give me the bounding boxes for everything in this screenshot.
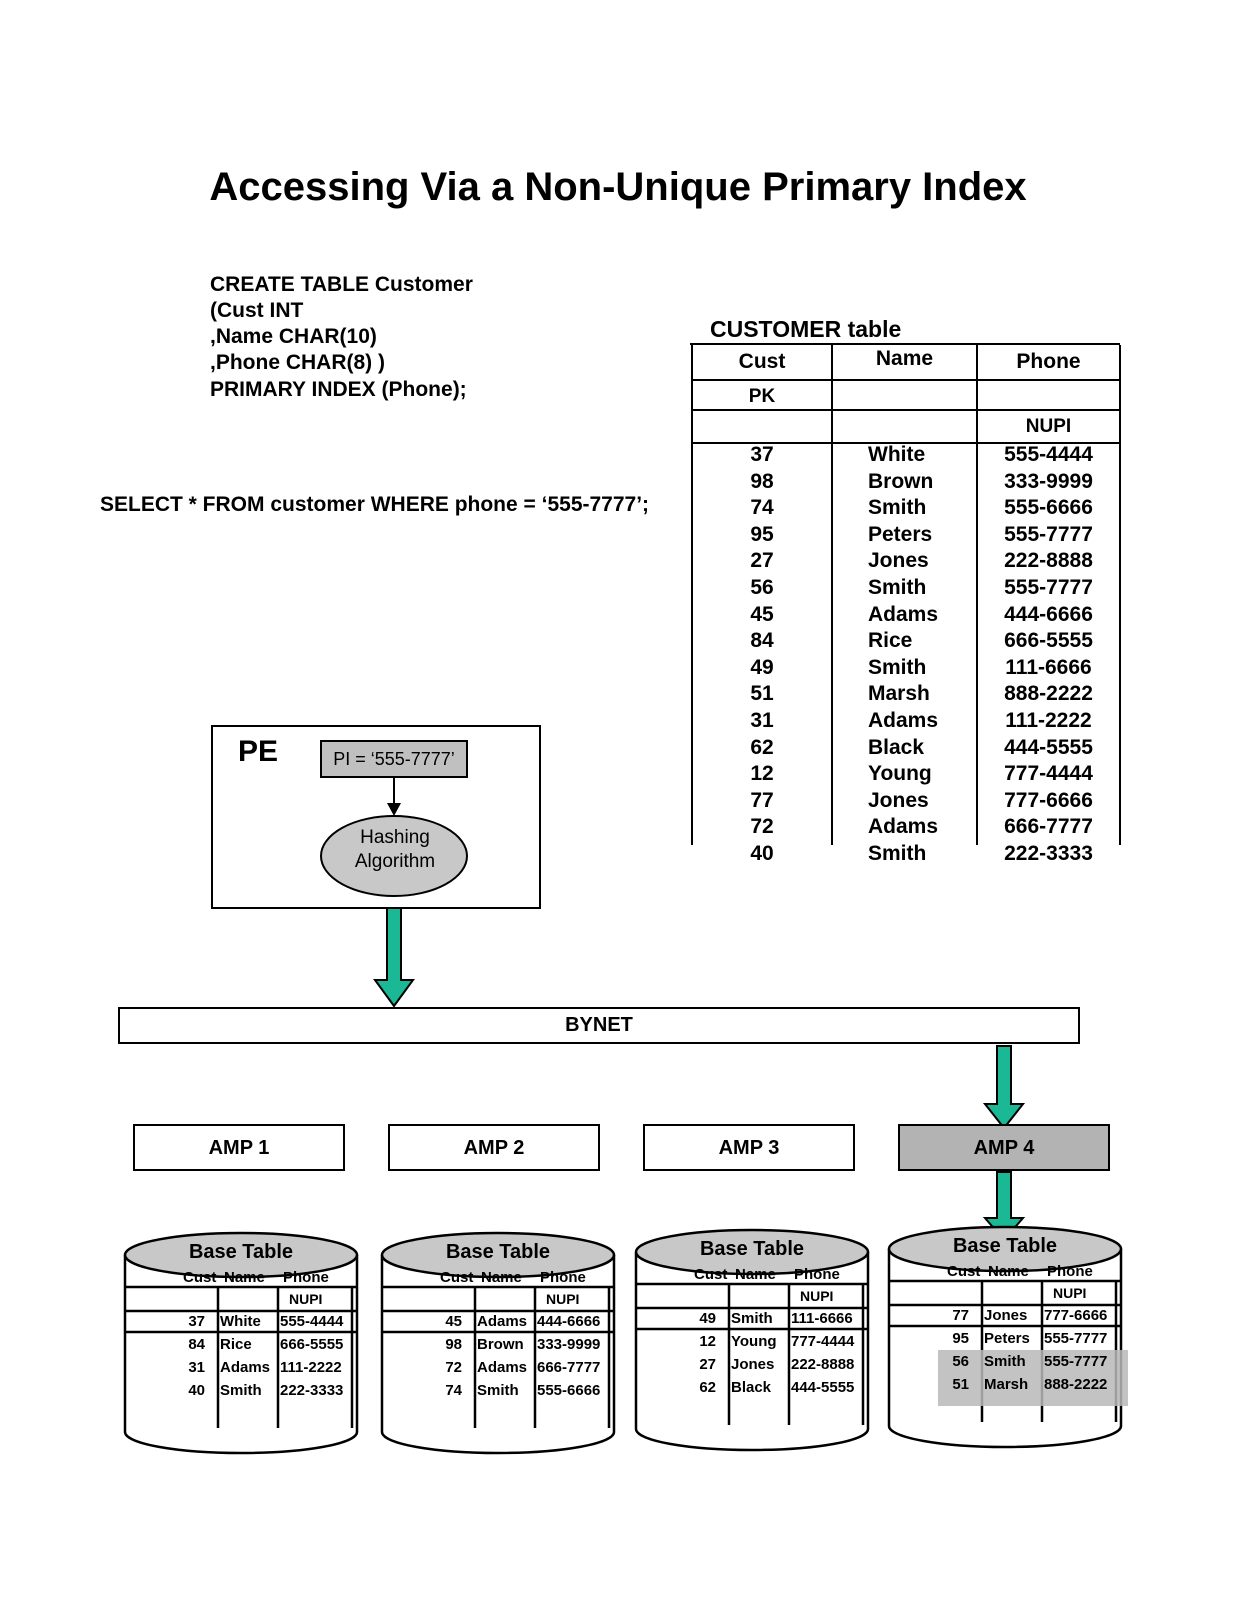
customer-row-cust: 51 [750, 682, 774, 706]
customer-row-name: Marsh [868, 682, 930, 706]
base-col-cust: Cust [947, 1263, 981, 1280]
customer-row-phone: 555-7777 [1004, 576, 1093, 599]
customer-row-cust: 84 [750, 629, 774, 653]
customer-row-cust: 74 [750, 496, 774, 520]
amp-2-box: AMP 2 [388, 1124, 600, 1171]
customer-row-phone: 888-2222 [1004, 682, 1093, 706]
customer-row-phone: 222-8888 [1004, 549, 1093, 573]
base-row-name: Smith [984, 1353, 1026, 1370]
create-sql-line-5: PRIMARY INDEX (Phone); [210, 378, 467, 401]
base-col-name: Name [735, 1266, 776, 1283]
customer-row-name: Peters [868, 522, 933, 546]
base-row-name: Adams [477, 1359, 528, 1376]
pi-value-box: PI = ‘555-7777’ [320, 740, 468, 778]
base-row-phone: 222-8888 [791, 1356, 855, 1373]
base-col-cust: Cust [440, 1269, 474, 1286]
base-row-phone: 777-4444 [791, 1333, 855, 1350]
base-row-name: Adams [477, 1313, 528, 1330]
customer-row-phone: 666-7777 [1004, 815, 1093, 839]
hashing-line-1: Hashing [360, 827, 430, 848]
base-row-name: Peters [984, 1330, 1030, 1347]
base-row-cust: 31 [188, 1359, 205, 1376]
customer-row-cust: 45 [750, 602, 774, 626]
base-table-title-4: Base Table [952, 1235, 1058, 1257]
customer-row-name: Jones [868, 549, 929, 573]
base-row-phone: 222-3333 [280, 1382, 344, 1399]
base-row-name: Rice [220, 1336, 252, 1353]
base-row-name: Jones [731, 1356, 775, 1373]
base-row-phone: 555-4444 [280, 1313, 344, 1330]
base-row-phone: 888-2222 [1044, 1376, 1108, 1393]
base-row-cust: 40 [188, 1382, 205, 1399]
customer-row-cust: 98 [750, 469, 774, 493]
base-col-name: Name [988, 1263, 1029, 1280]
base-row-phone: 111-6666 [791, 1310, 853, 1327]
base-row-cust: 51 [952, 1376, 969, 1393]
base-table-title-1: Base Table [188, 1241, 294, 1263]
customer-row-cust: 49 [750, 655, 774, 679]
customer-row-name: Smith [868, 496, 927, 520]
base-row-cust: 49 [699, 1310, 716, 1327]
base-row-cust: 72 [445, 1359, 462, 1376]
customer-row-phone: 555-7777 [1004, 522, 1093, 546]
base-col-cust: Cust [694, 1266, 728, 1283]
base-row-phone: 777-6666 [1044, 1307, 1108, 1324]
base-table-title-3: Base Table [699, 1238, 805, 1260]
customer-row-name: Jones [868, 788, 929, 812]
base-table-title-2: Base Table [445, 1241, 551, 1263]
create-sql-line-3: ,Name CHAR(10) [210, 325, 377, 348]
customer-row-phone: 555-6666 [1004, 496, 1093, 520]
pe-to-bynet-arrow [375, 908, 413, 1006]
customer-row-phone: 444-6666 [1004, 602, 1093, 626]
base-col-phone: Phone [1047, 1263, 1093, 1280]
customer-row-phone: 666-5555 [1004, 629, 1093, 653]
base-col-nupi: NUPI [800, 1288, 834, 1304]
base-row-cust: 84 [188, 1336, 205, 1353]
create-sql-line-4: ,Phone CHAR(8) ) [210, 351, 385, 374]
customer-row-cust: 37 [750, 443, 774, 466]
base-row-phone: 555-7777 [1044, 1353, 1108, 1370]
customer-row-cust: 12 [750, 762, 774, 786]
base-row-name: Jones [984, 1307, 1028, 1324]
hashing-line-2: Algorithm [354, 851, 436, 872]
customer-row-cust: 27 [750, 549, 774, 573]
customer-row-cust: 40 [750, 842, 774, 865]
base-row-phone: 555-6666 [537, 1382, 601, 1399]
base-col-nupi: NUPI [289, 1291, 323, 1307]
base-row-cust: 45 [445, 1313, 462, 1330]
base-row-name: Smith [220, 1382, 262, 1399]
customer-row-cust: 56 [750, 576, 774, 599]
base-col-nupi: NUPI [546, 1291, 580, 1307]
bynet-bar: BYNET [118, 1007, 1080, 1044]
base-row-phone: 444-5555 [791, 1379, 855, 1396]
customer-pk-label: PK [748, 386, 776, 407]
customer-row-name: White [868, 443, 926, 466]
base-row-phone: 333-9999 [537, 1336, 601, 1353]
base-col-cust: Cust [183, 1269, 217, 1286]
customer-row-name: Black [868, 735, 925, 759]
customer-table-caption: CUSTOMER table [710, 316, 902, 342]
base-row-cust: 95 [952, 1330, 969, 1347]
customer-row-name: Brown [868, 469, 934, 493]
customer-row-phone: 333-9999 [1004, 469, 1093, 493]
base-row-name: White [220, 1313, 261, 1330]
customer-row-cust: 31 [750, 709, 774, 732]
base-row-name: Smith [477, 1382, 519, 1399]
page-title: Accessing Via a Non-Unique Primary Index [209, 165, 1027, 209]
customer-row-cust: 95 [750, 522, 774, 546]
base-row-cust: 74 [445, 1382, 462, 1399]
customer-row-phone: 111-6666 [1005, 655, 1092, 679]
base-row-phone: 666-5555 [280, 1336, 344, 1353]
customer-row-phone: 111-2222 [1005, 709, 1092, 732]
customer-row-phone: 222-3333 [1004, 842, 1093, 865]
customer-row-name: Young [868, 762, 932, 786]
base-row-cust: 62 [699, 1379, 716, 1396]
base-col-phone: Phone [794, 1266, 840, 1283]
customer-row-phone: 555-4444 [1004, 443, 1093, 466]
customer-row-name: Adams [868, 709, 939, 732]
base-col-phone: Phone [540, 1269, 586, 1286]
base-row-cust: 27 [699, 1356, 716, 1373]
select-query: SELECT * FROM customer WHERE phone = ‘555-7777’; [100, 493, 650, 516]
customer-row-name: Adams [868, 602, 939, 626]
customer-row-name: Smith [868, 842, 927, 865]
hashing-algorithm-label [325, 826, 465, 874]
customer-row-cust: 62 [750, 735, 774, 759]
customer-header-cust: Cust [738, 350, 786, 373]
customer-row-phone: 777-4444 [1004, 762, 1093, 786]
base-row-cust: 12 [699, 1333, 716, 1350]
customer-row-name: Smith [868, 576, 927, 599]
customer-row-cust: 77 [750, 788, 774, 812]
customer-row-phone: 444-5555 [1004, 735, 1093, 759]
base-row-name: Adams [220, 1359, 271, 1376]
base-row-name: Brown [477, 1336, 524, 1353]
base-row-phone: 111-2222 [280, 1359, 342, 1376]
base-row-cust: 37 [188, 1313, 205, 1330]
create-sql-line-2: (Cust INT [210, 299, 304, 322]
pe-label: PE [238, 735, 279, 768]
base-row-name: Smith [731, 1310, 773, 1327]
customer-row-phone: 777-6666 [1004, 788, 1093, 812]
base-row-phone: 444-6666 [537, 1313, 601, 1330]
base-row-name: Black [731, 1379, 772, 1396]
base-row-phone: 555-7777 [1044, 1330, 1108, 1347]
customer-row-cust: 72 [750, 815, 774, 839]
base-row-name: Young [731, 1333, 777, 1350]
base-col-name: Name [481, 1269, 522, 1286]
create-sql-line-1: CREATE TABLE Customer [210, 273, 473, 296]
amp-1-box: AMP 1 [133, 1124, 345, 1171]
customer-header-phone: Phone [1016, 350, 1081, 373]
base-col-name: Name [224, 1269, 265, 1286]
customer-row-name: Rice [868, 629, 913, 653]
customer-row-name: Adams [868, 815, 939, 839]
amp-3-box: AMP 3 [643, 1124, 855, 1171]
amp-4-box: AMP 4 [898, 1124, 1110, 1171]
customer-header-name: Name [875, 347, 934, 370]
customer-nupi-label: NUPI [1025, 416, 1072, 437]
base-col-nupi: NUPI [1053, 1285, 1087, 1301]
bynet-to-amp4-arrow [985, 1046, 1023, 1128]
base-row-phone: 666-7777 [537, 1359, 601, 1376]
base-row-name: Marsh [984, 1376, 1029, 1393]
base-row-cust: 77 [952, 1307, 969, 1324]
base-row-cust: 98 [445, 1336, 462, 1353]
route-arrows [375, 908, 1023, 1240]
customer-row-name: Smith [868, 655, 927, 679]
base-row-cust: 56 [952, 1353, 969, 1370]
base-col-phone: Phone [283, 1269, 329, 1286]
